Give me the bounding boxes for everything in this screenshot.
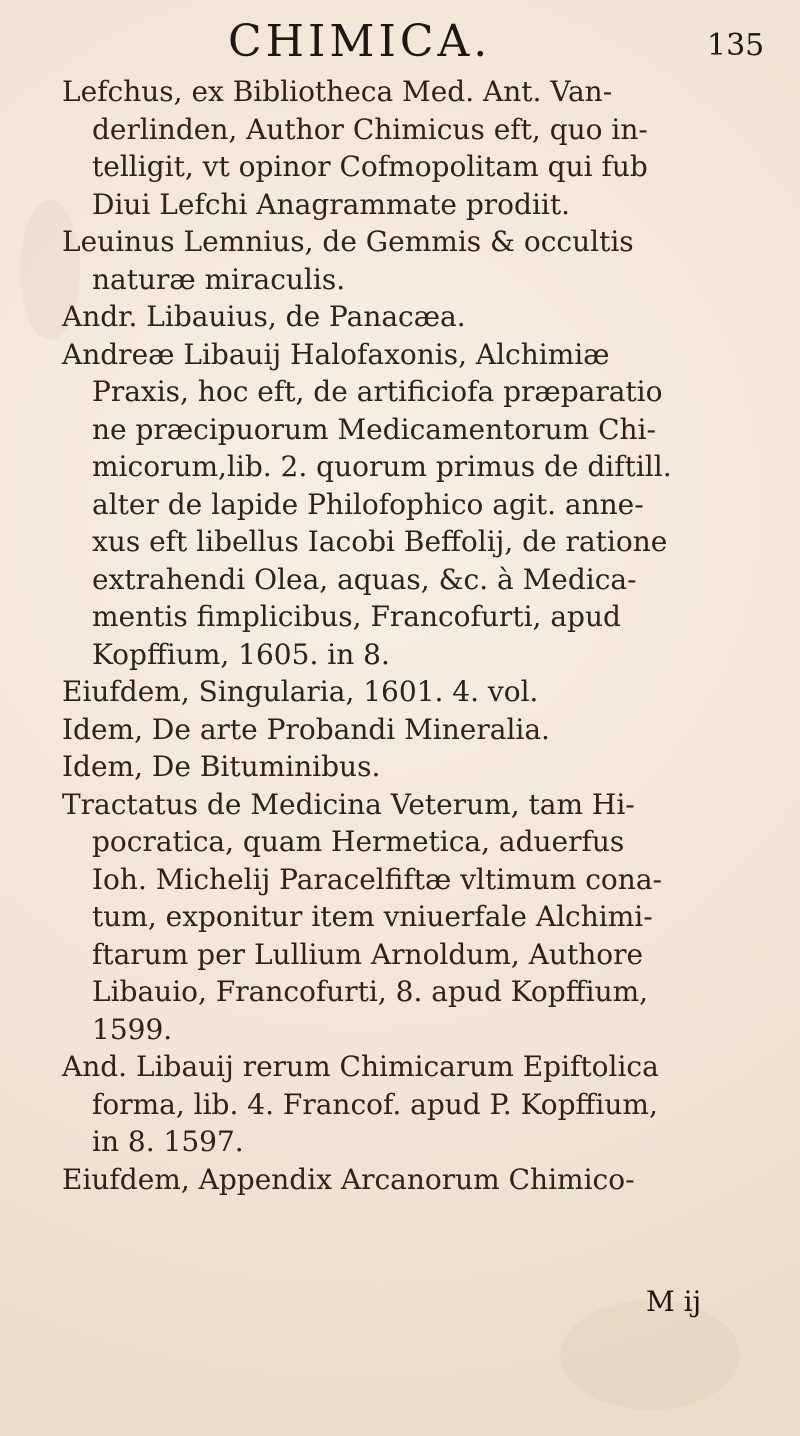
entry-line: Leuinus Lemnius, de Gemmis & occultis [62,225,634,258]
signature-mark: M ij [646,1285,702,1318]
entry-line: pocratica, quam Hermetica, aduerfus [92,825,625,858]
entry-line: ne præcipuorum Medicamentorum Chi- [92,412,656,446]
bibliography-entry [0,748,800,786]
entry-line: ftarum per Lullium Arnoldum, Authore [92,937,644,971]
bibliography-entry [0,298,800,336]
page-header [0,16,800,68]
entry-line: extrahendi Olea, aquas, &c. à Medica- [92,562,637,596]
entry-line: tum, exponitur item vniuerfale Alchimi- [92,900,653,933]
bibliography-entry [0,1048,800,1161]
entry-line: 1599. [92,1012,173,1046]
entry-line: Idem, De Bituminibus. [62,750,381,783]
entry-line: Kopffium, 1605. in 8. [92,637,390,671]
bibliography-entry [0,73,800,223]
entry-line: Praxis, hoc eft, de artificiofa præparatio [92,375,663,408]
entry-line: Eiufdem, Appendix Arcanorum Chimico- [62,1162,635,1196]
entry-line: telligit, vt opinor Cofmopolitam qui fub [92,150,648,183]
bibliography-entry [0,711,800,749]
entry-line: Diui Lefchi Anagrammate prodiit. [92,187,571,221]
bibliography-entry [0,673,800,711]
entry-line: Andr. Libauius, de Panacæa. [62,300,466,333]
entry-line: Eiufdem, Singularia, 1601. 4. vol. [62,675,539,708]
bibliography-entry [0,223,800,298]
bibliography-entries [0,73,800,1198]
entry-line: Libauio, Francofurti, 8. apud Kopffium, [92,975,649,1008]
entry-line: Ioh. Michelij Paracelfiftæ vltimum cona- [92,862,662,896]
bibliography-entry [0,1161,800,1199]
entry-line: in 8. 1597. [92,1125,244,1158]
running-title: CHIMICA. [228,16,492,67]
entry-line: Andreæ Libauij Halofaxonis, Alchimiæ [62,337,610,371]
entry-line: Tractatus de Medicina Veterum, tam Hi- [62,787,635,821]
entry-line: xus eft libellus Iacobi Beffolij, de ratione [92,525,668,558]
entry-line: mentis fimplicibus, Francofurti, apud [92,600,621,633]
entry-line: naturæ miraculis. [92,262,346,296]
entry-line: derlinden, Author Chimicus eft, quo in- [92,112,648,146]
entry-line: Idem, De arte Probandi Mineralia. [62,712,550,746]
bibliography-entry [0,786,800,1049]
entry-line: Lefchus, ex Bibliotheca Med. Ant. Van- [62,75,613,108]
entry-line: forma, lib. 4. Francof. apud P. Kopffium, [92,1087,658,1121]
entry-line: And. Libauij rerum Chimicarum Epiftolica [62,1050,659,1083]
page-number: 135 [707,28,765,63]
bibliography-entry [0,336,800,674]
entry-line: alter de lapide Philofophico agit. anne- [92,487,644,521]
entry-line: micorum,lib. 2. quorum primus de diftill. [92,450,672,483]
